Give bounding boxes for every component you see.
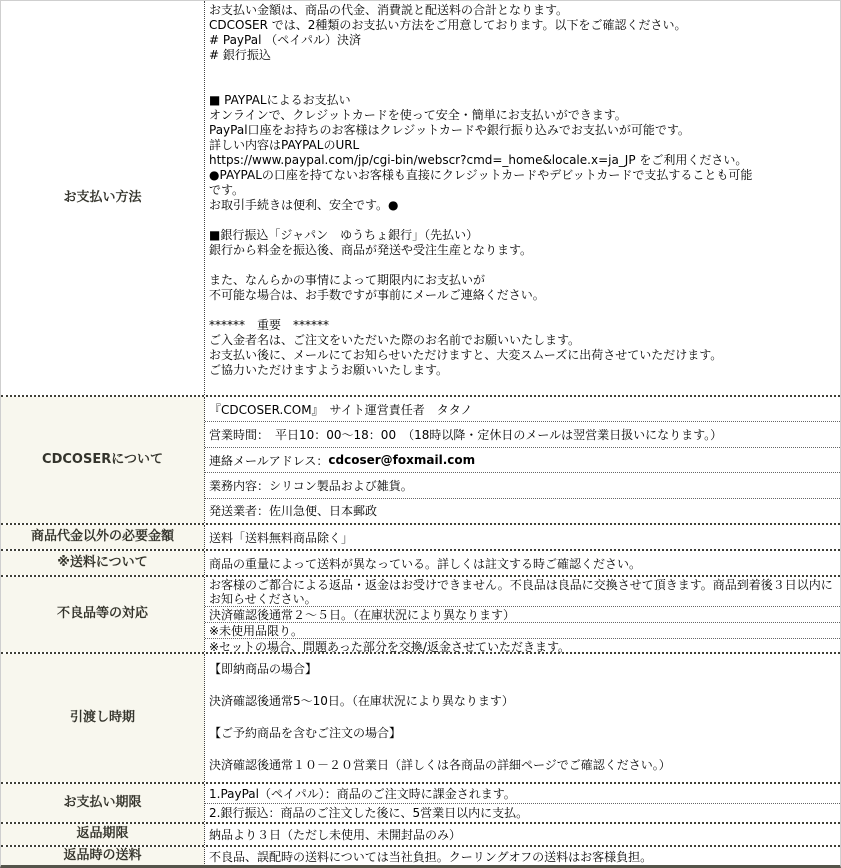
about-cdcoser-label: CDCOSERについて bbox=[1, 397, 205, 523]
text-line: 銀行から料金を振込後、商品が発送や受注生産となります。 bbox=[209, 243, 533, 257]
text-line: # PayPal （ペイパル）決済 bbox=[209, 33, 361, 47]
about-contact-row bbox=[205, 447, 840, 472]
defective-row-set: ※セットの場合、問題あった部分を交換/返金させていただきます。 bbox=[205, 638, 840, 654]
text-line bbox=[209, 677, 836, 693]
text-line: PayPal口座をお持ちのお客様はクレジットカードや銀行振り込みでお支払いが可能です。 bbox=[209, 123, 690, 137]
payment-deadline-subrows bbox=[205, 784, 840, 822]
return-deadline-value: 納品より３日（ただし未使用、未開封品のみ） bbox=[209, 828, 462, 842]
payment-method-content bbox=[205, 1, 840, 395]
text-line: ■ PAYPALによるお支払い bbox=[209, 93, 351, 107]
text-line: 【ご予約商品を含むご注文の場合】 bbox=[209, 726, 402, 740]
text-line: ●PAYPALの口座を持てないお客様も直接にクレジットカードやデビットカードで支払することも可能 bbox=[209, 168, 753, 182]
shipping-note-value: 商品の重量によって送料が異なっている。詳しくは註文する時ご確認ください。 bbox=[209, 556, 642, 571]
about-subrows bbox=[205, 397, 840, 523]
delivery-time-text bbox=[205, 654, 840, 773]
deadline-bank-row: 2.銀行振込：商品のご注文した後に、5営業日以内に支払。 bbox=[205, 803, 840, 823]
about-shipper-row bbox=[205, 498, 840, 523]
text-line: # 銀行振込 bbox=[209, 48, 271, 62]
text-line: CDCOSER では、2種類のお支払い方法をご用意しております。以下をご確認ください。 bbox=[209, 18, 687, 32]
payment-method-label: お支払い方法 bbox=[1, 1, 205, 395]
extra-fees-value: 送料「送料無料商品除く」 bbox=[209, 530, 354, 545]
defective-row-processing: 決済確認後通常２～５日。（在庫状況により異なります） bbox=[205, 606, 840, 622]
contact-email: cdcoser@foxmail.com bbox=[328, 453, 476, 468]
text-line bbox=[209, 213, 836, 228]
row-return-shipping bbox=[1, 845, 840, 866]
text-line: また、なんらかの事情によって期限内にお支払いが bbox=[209, 273, 486, 287]
return-shipping-label: 返品時の送料 bbox=[1, 847, 205, 866]
text-line: 【即納商品の場合】 bbox=[209, 662, 318, 676]
text-line bbox=[209, 709, 836, 725]
defective-row-unused: ※未使用品限り。 bbox=[205, 622, 840, 638]
text-line: ご協力いただけますようお願いいたします。 bbox=[209, 363, 449, 377]
business-hours-text: 営業時間： 平日10：00～18：00 （18時以降・定休日のメールは翌営業日扱いになります。） bbox=[209, 428, 723, 443]
site-operator-text: 『CDCOSER.COM』 サイト運営責任者 タタノ bbox=[209, 402, 473, 417]
about-site-row bbox=[205, 397, 840, 421]
text-line: お取引手続きは便利、安全です。● bbox=[209, 198, 399, 212]
text-line: お支払い後に、メールにてお知らせいただけますと、大変スムーズに出荷させていただけます。 bbox=[209, 348, 723, 362]
defective-policy-label: 不良品等の対応 bbox=[1, 577, 205, 652]
defective-row-returns: お客様のご都合による返品・返金はお受けできません。不良品は良品に交換させて頂きます。商品到着後３日以内にお知らせください。 bbox=[209, 578, 833, 606]
text-line: オンラインで、クレジットカードを使って安全・簡単にお支払いができます。 bbox=[209, 108, 627, 122]
text-line: https://www.paypal.com/jp/cgi-bin/webscr?cmd=_home&locale.x=ja_JP をご利用ください。 bbox=[209, 153, 748, 167]
deadline-paypal-row: 1.PayPal（ペイパル）：商品のご注文時に課金されます。 bbox=[209, 786, 516, 801]
text-line: ****** 重要 ****** bbox=[209, 318, 330, 332]
extra-fees-label: 商品代金以外の必要金額 bbox=[1, 525, 205, 549]
text-line: ■銀行振込「ジャパン ゆうちょ銀行」（先払い） bbox=[209, 228, 479, 242]
delivery-time-label: 引渡し時期 bbox=[1, 654, 205, 782]
return-deadline-label: 返品期限 bbox=[1, 824, 205, 845]
payment-method-text bbox=[205, 1, 840, 378]
text-line: 決済確認後通常5～10日。（在庫状況により異なります） bbox=[209, 694, 514, 708]
row-return-deadline bbox=[1, 822, 840, 845]
business-content-text: 業務内容：シリコン製品および雑貨。 bbox=[209, 478, 413, 493]
text-line: 不可能な場合は、お手数ですが事前にメールご連絡ください。 bbox=[209, 288, 545, 302]
text-line bbox=[209, 63, 836, 78]
text-line: 詳しい内容はPAYPALのURL bbox=[209, 138, 360, 152]
payment-deadline-content bbox=[205, 784, 840, 822]
defective-subrows bbox=[205, 577, 840, 652]
text-line bbox=[209, 78, 836, 93]
text-line: 決済確認後通常１０－２０営業日（詳しくは各商品の詳細ページでご確認ください。） bbox=[209, 758, 671, 772]
return-shipping-value: 不良品、誤配時の送料については当社負担。クーリングオフの送料はお客様負担。 bbox=[209, 850, 653, 864]
shipper-text: 発送業者：佐川急便、日本郵政 bbox=[209, 504, 378, 519]
row-delivery-time bbox=[1, 652, 840, 782]
row-payment-method bbox=[1, 1, 840, 395]
text-line: ご入金者名は、ご注文をいただいた際のお名前でお願いいたします。 bbox=[209, 333, 581, 347]
text-line bbox=[209, 303, 836, 318]
defective-policy-content bbox=[205, 577, 840, 652]
text-line bbox=[209, 741, 836, 757]
text-line: お支払い金額は、商品の代金、消費説と配送料の合計となります。 bbox=[209, 3, 569, 17]
payment-deadline-label: お支払い期限 bbox=[1, 784, 205, 822]
row-defective-policy bbox=[1, 575, 840, 652]
shipping-note-label: ※送料について bbox=[1, 551, 205, 575]
delivery-time-content bbox=[205, 654, 840, 782]
about-hours-row bbox=[205, 421, 840, 446]
contact-label: 連絡メールアドレス： bbox=[209, 453, 329, 468]
row-payment-deadline bbox=[1, 782, 840, 822]
row-about-cdcoser bbox=[1, 395, 840, 523]
text-line bbox=[209, 258, 836, 273]
row-shipping-note bbox=[1, 549, 840, 575]
about-business-row bbox=[205, 472, 840, 497]
text-line: です。 bbox=[209, 183, 245, 197]
about-cdcoser-content bbox=[205, 397, 840, 523]
row-extra-fees bbox=[1, 523, 840, 549]
